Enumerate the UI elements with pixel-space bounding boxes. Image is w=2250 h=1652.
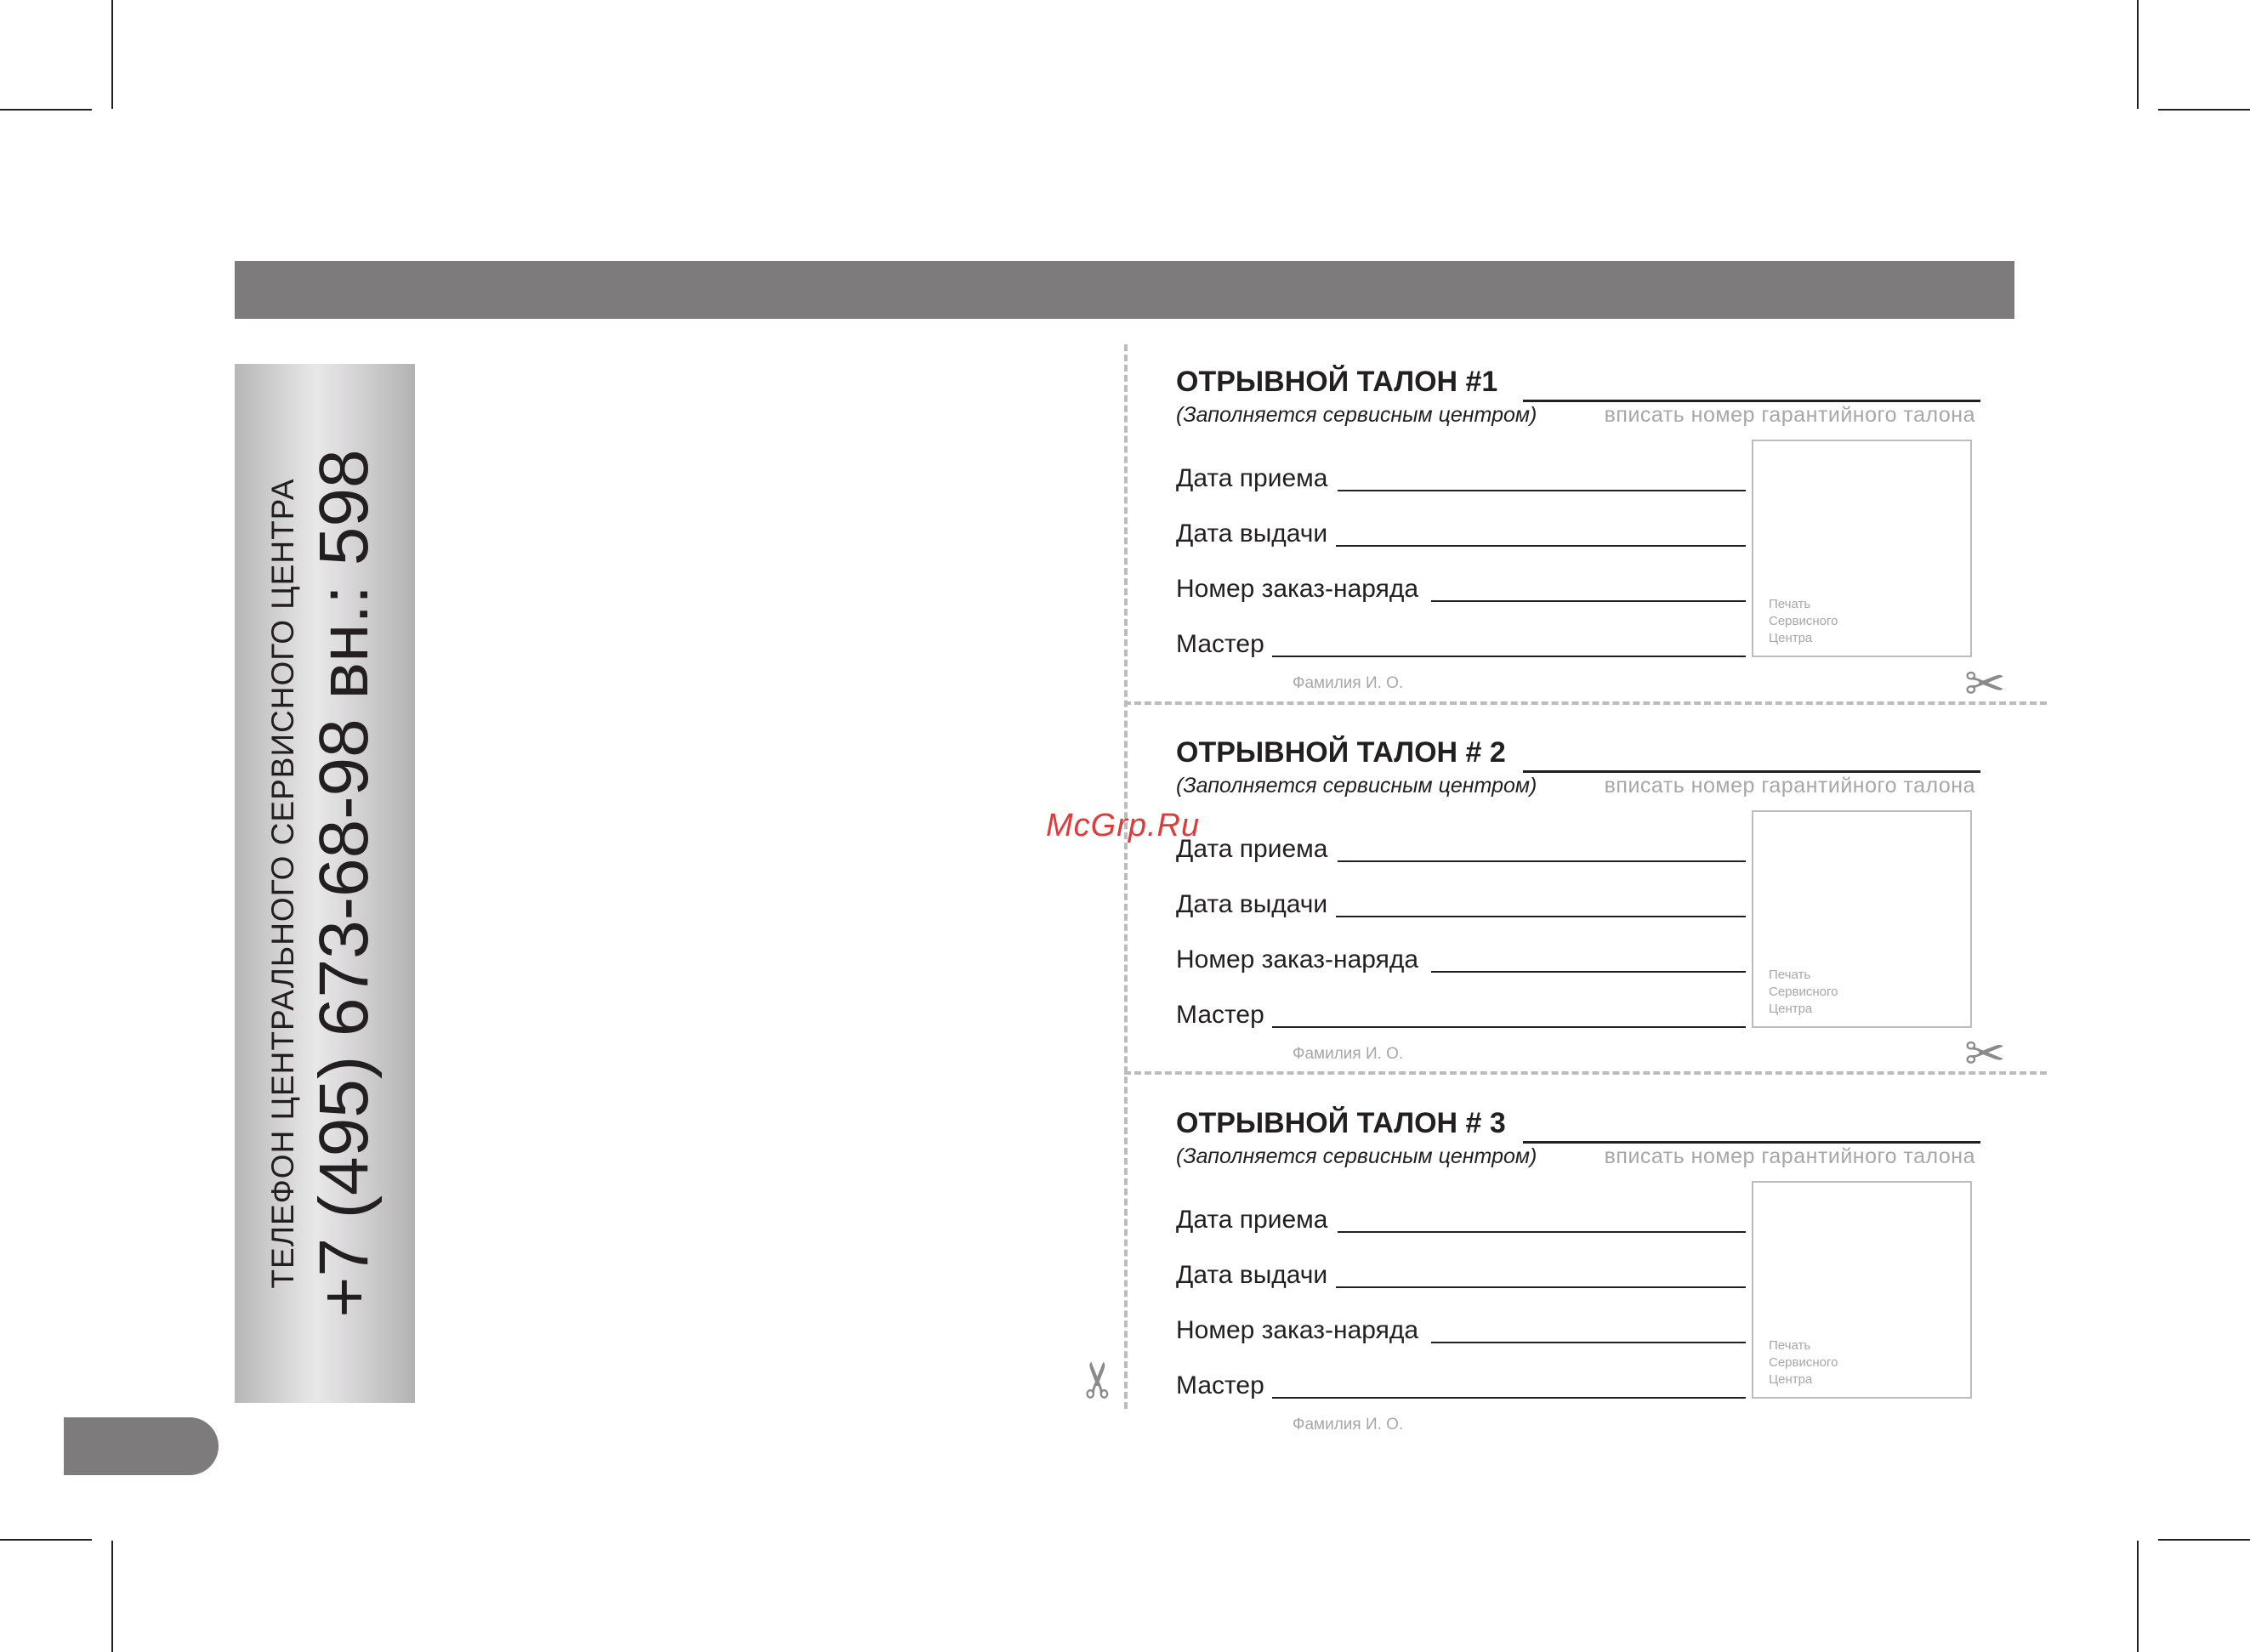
coupon [1176,1107,2026,1447]
received-date-field[interactable] [1176,1201,1746,1235]
master-field[interactable] [1176,996,1746,1030]
master-label: Мастер [1176,1371,1264,1399]
master-hint: Фамилия И. О. [1293,1045,1404,1063]
coupon-subtitle: (Заполняется сервисным центром) [1176,774,1537,798]
issued-date-label: Дата выдачи [1176,1261,1328,1289]
issued-date-label: Дата выдачи [1176,519,1328,548]
order-number-field[interactable] [1176,570,1746,604]
order-number-label: Номер заказ-наряда [1176,575,1419,603]
received-date-line[interactable] [1338,1231,1746,1233]
coupon-subtitle: (Заполняется сервисным центром) [1176,403,1537,427]
master-line[interactable] [1272,1026,1746,1028]
phone-block [265,373,384,1394]
coupon-number-line[interactable] [1523,1141,1980,1144]
received-date-line[interactable] [1338,490,1746,491]
crop-mark [0,1539,92,1541]
coupon-title: ОТРЫВНОЙ ТАЛОН #1 [1176,366,1498,398]
scissors-icon: ✂ [1964,656,2006,712]
stamp-box [1752,810,1972,1028]
phone-caption: ТЕЛЕФОН ЦЕНТРАЛЬНОГО СЕРВИСНОГО ЦЕНТРА [265,478,300,1289]
coupon-number-line[interactable] [1523,400,1980,402]
issued-date-field[interactable] [1176,885,1746,919]
coupon [1176,736,2026,1076]
issued-date-field[interactable] [1176,1256,1746,1290]
stamp-box [1752,440,1972,657]
master-hint: Фамилия И. О. [1293,1416,1404,1433]
order-number-field[interactable] [1176,940,1746,974]
master-label: Мастер [1176,1001,1264,1029]
crop-mark [111,1541,113,1652]
master-field[interactable] [1176,625,1746,659]
coupon-title: ОТРЫВНОЙ ТАЛОН # 3 [1176,1107,1506,1139]
scissors-icon: ✂ [1071,1359,1127,1401]
phone-number: +7 (495) 673-68-98 вн.: 598 [305,449,383,1318]
issued-date-line[interactable] [1336,1286,1746,1288]
watermark: McGrp.Ru [1046,808,1201,843]
crop-mark [0,109,92,111]
page-number-tab [64,1417,219,1475]
issued-date-label: Дата выдачи [1176,890,1328,918]
master-field[interactable] [1176,1366,1746,1400]
issued-date-line[interactable] [1336,916,1746,917]
issued-date-field[interactable] [1176,514,1746,548]
crop-mark [2158,1539,2250,1541]
coupon-number-line[interactable] [1523,770,1980,773]
issued-date-line[interactable] [1336,545,1746,547]
crop-mark [2137,1541,2139,1652]
stamp-label: Печать Сервисного Центра [1769,1338,1838,1387]
order-number-label: Номер заказ-наряда [1176,1316,1419,1344]
order-number-line[interactable] [1431,1342,1746,1343]
crop-mark [2158,109,2250,111]
received-date-line[interactable] [1338,860,1746,862]
master-label: Мастер [1176,630,1264,658]
stamp-label: Печать Сервисного Центра [1769,597,1838,645]
order-number-line[interactable] [1431,600,1746,602]
received-date-label: Дата приема [1176,464,1328,492]
order-number-label: Номер заказ-наряда [1176,945,1419,974]
master-line[interactable] [1272,656,1746,657]
coupon-number-hint: вписать номер гарантийного талона [1604,774,1975,798]
crop-mark [111,0,113,109]
crop-mark [2137,0,2139,109]
scissors-icon: ✂ [1964,1026,2006,1081]
order-number-field[interactable] [1176,1311,1746,1345]
master-hint: Фамилия И. О. [1293,674,1404,692]
received-date-label: Дата приема [1176,1206,1328,1234]
header-bar [235,261,2014,319]
stamp-box [1752,1181,1972,1399]
coupon [1176,366,2026,706]
coupon-subtitle: (Заполняется сервисным центром) [1176,1144,1537,1168]
received-date-field[interactable] [1176,459,1746,493]
order-number-line[interactable] [1431,971,1746,973]
received-date-field[interactable] [1176,830,1746,864]
vertical-cut-line [1124,344,1128,1409]
stamp-label: Печать Сервисного Центра [1769,968,1838,1016]
master-line[interactable] [1272,1397,1746,1399]
coupon-title: ОТРЫВНОЙ ТАЛОН # 2 [1176,736,1506,769]
received-date-label: Дата приема [1176,835,1328,863]
coupon-number-hint: вписать номер гарантийного талона [1604,403,1975,427]
coupon-number-hint: вписать номер гарантийного талона [1604,1144,1975,1168]
